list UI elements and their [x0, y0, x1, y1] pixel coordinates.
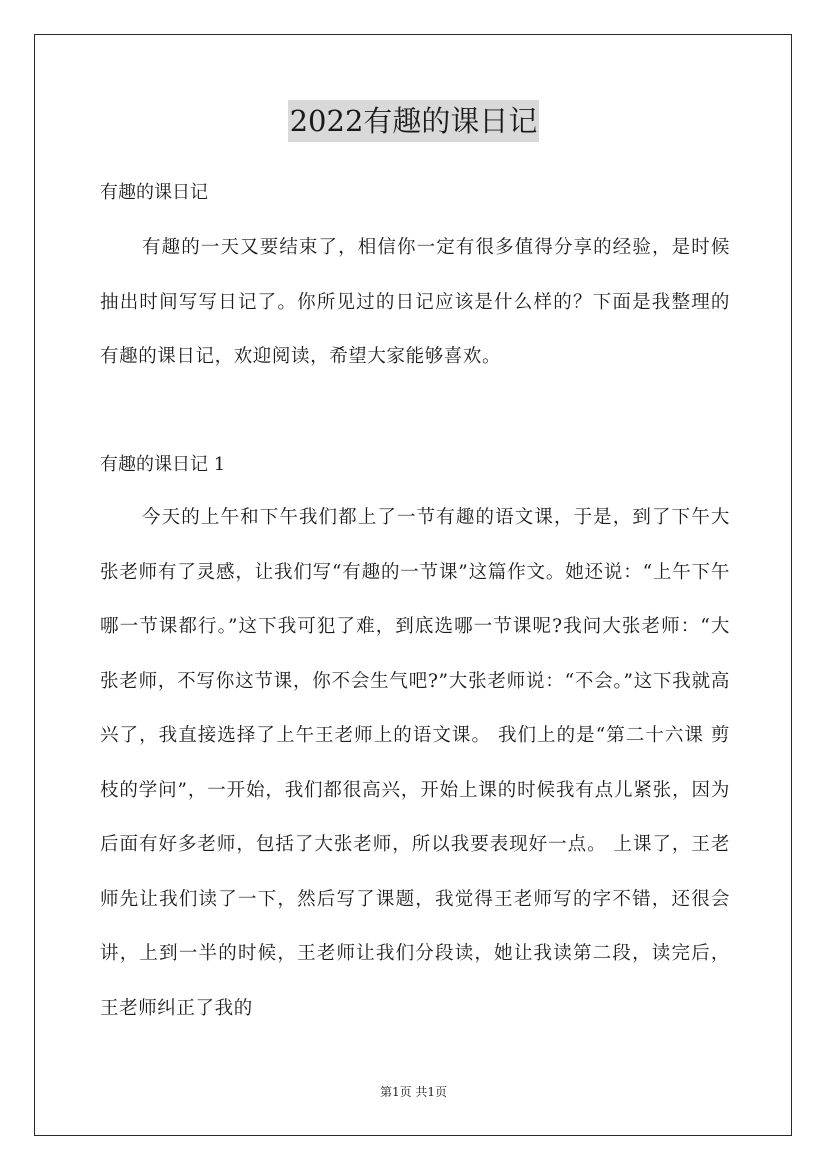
subtitle-heading: 有趣的课日记	[100, 182, 208, 203]
page-footer: 第1页 共1页	[379, 1085, 448, 1099]
document-title: 2022有趣的课日记	[288, 100, 540, 142]
title-container	[0, 100, 827, 142]
intro-paragraph: 有趣的一天又要结束了，相信你一定有很多值得分享的经验，是时候抽出时间写写日记了。你所见过的日记应该是什么样的？下面是我整理的有趣的课日记，欢迎阅读，希望大家能够喜欢。	[100, 237, 730, 367]
section-body-paragraph: 今天的上午和下午我们都上了一节有趣的语文课，于是，到了下午大张老师有了灵感，让我们写“有趣的一节课”这篇作文。她还说：“上午下午哪一节课都行。”这下我可犯了难，到底选哪一节课呢?我问大张老师：“大张老师，不写你这节课，你不会生气吧?”大张老师说：“不会。”这下我就高兴了，我直接选择了上午王老师上的语文课。 我们上的是“第二十六课 剪枝的学问”，一开始，我们都很高兴，开始上课的时候我有点儿紧张，因为后面有好多老师，包括了大张老师，所以我要表现好一点。 上课了，王老师先让我们读了一下，然后写了课题，我觉得王老师写的字不错，还很会讲，上到一半的时候，王老师让我们分段读，她让我读第二段，读完后，王老师纠正了我的	[100, 507, 730, 1019]
section-heading: 有趣的课日记 1	[100, 454, 226, 475]
